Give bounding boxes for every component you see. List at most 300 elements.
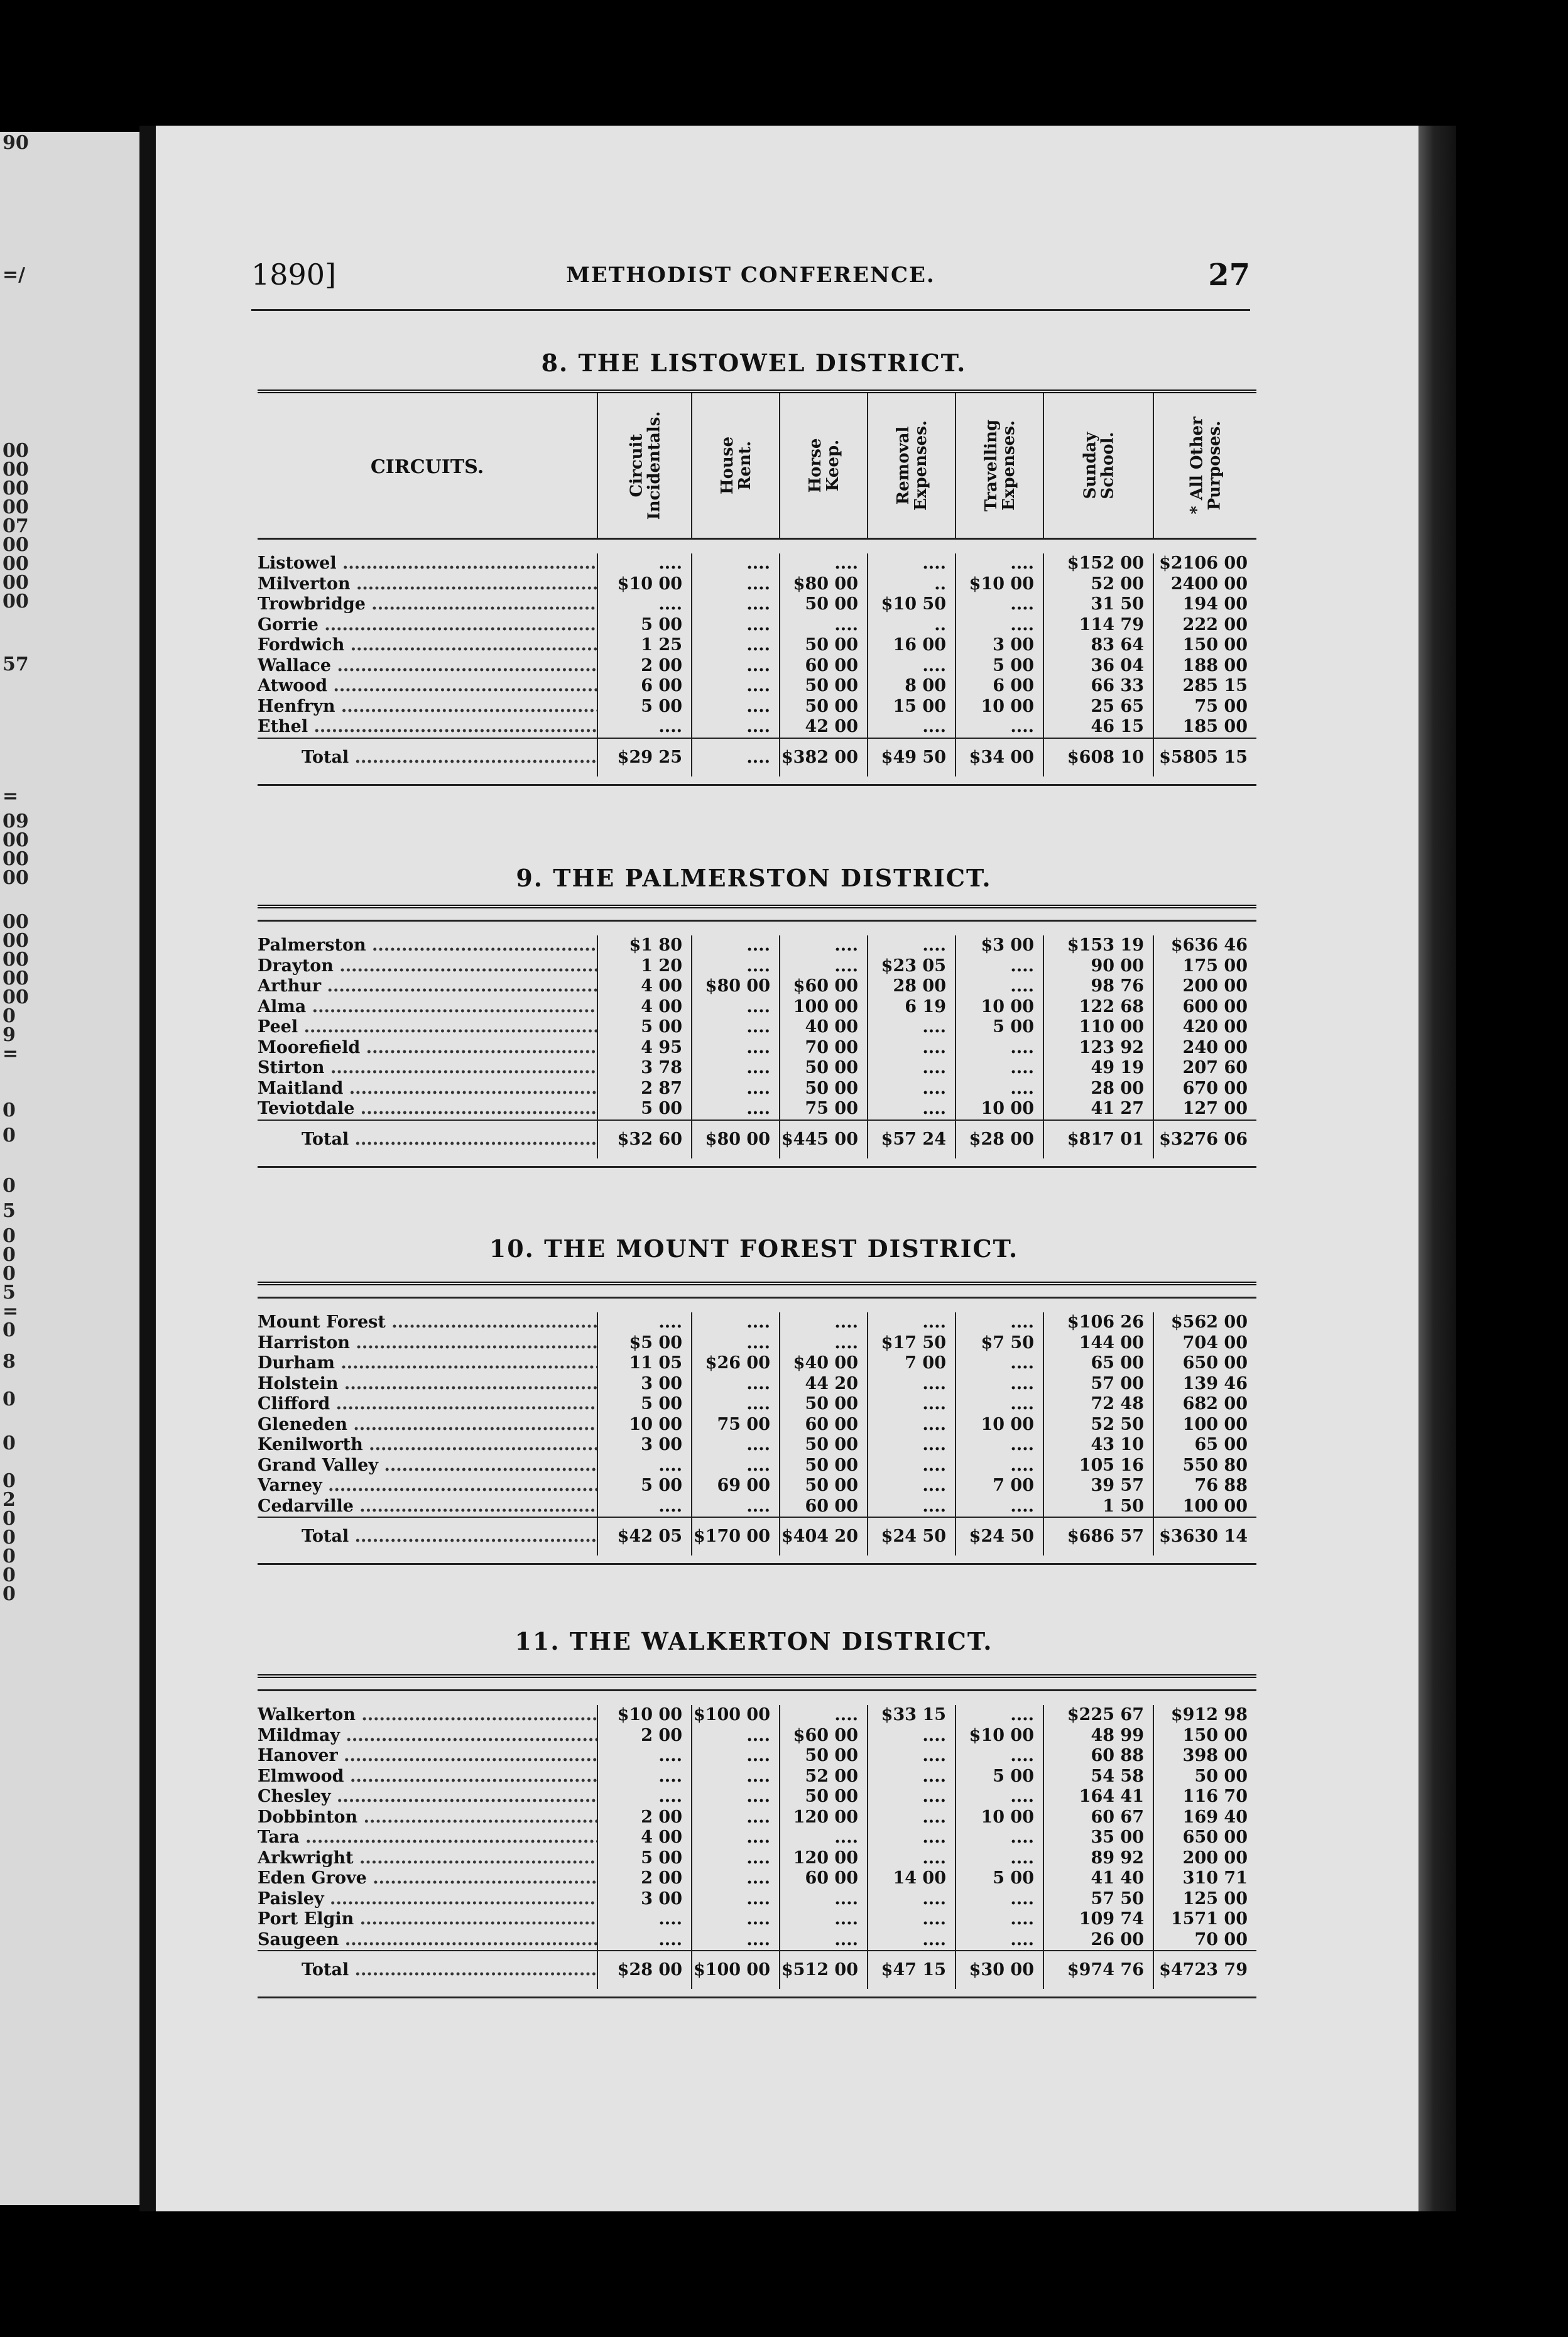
- total-cell: $5805 15: [1153, 739, 1256, 776]
- circuit-name-text: Clifford: [258, 1394, 330, 1414]
- circuit-name: [258, 1807, 597, 1828]
- table-cell: 98 76: [1043, 976, 1153, 997]
- table-cell: 3 00: [955, 635, 1043, 656]
- table-cell: 4 95: [597, 1038, 691, 1059]
- table-cell: 48 99: [1043, 1726, 1153, 1746]
- table-cell: 5 00: [597, 697, 691, 717]
- total-cell: $28 00: [955, 1121, 1043, 1158]
- table-cell: 40 00: [779, 1017, 867, 1038]
- table-row: [258, 1415, 1256, 1435]
- table-cell: ....: [867, 553, 955, 574]
- table-cell: ....: [955, 1496, 1043, 1517]
- table-cell: 7 00: [867, 1353, 955, 1374]
- table-cell: 41 40: [1043, 1868, 1153, 1889]
- table-cell: ....: [867, 1312, 955, 1333]
- circuit-name-text: Durham: [258, 1353, 335, 1373]
- table-cell: $17 50: [867, 1333, 955, 1354]
- table-cell: 50 00: [779, 1435, 867, 1456]
- table-cell: 3 00: [597, 1435, 691, 1456]
- table-cell: ....: [691, 1017, 779, 1038]
- circuit-name: [258, 976, 597, 997]
- circuit-name-text: Kenilworth: [258, 1435, 363, 1454]
- table-cell: ....: [779, 1909, 867, 1930]
- total-cell: $3276 06: [1153, 1121, 1256, 1158]
- table-cell: ....: [597, 1456, 691, 1476]
- circuit-name: [258, 935, 597, 956]
- circuit-name: [258, 1456, 597, 1476]
- table-cell: 3 00: [597, 1374, 691, 1395]
- table-cell: ....: [955, 1746, 1043, 1767]
- table-row: [258, 1079, 1256, 1099]
- table-cell: ....: [955, 1353, 1043, 1374]
- table-cell: ....: [597, 1930, 691, 1951]
- table-cell: ....: [597, 1909, 691, 1930]
- table-cell: $10 00: [597, 1705, 691, 1726]
- table-cell: $636 46: [1153, 935, 1256, 956]
- circuit-name: [258, 1705, 597, 1726]
- table-row: [258, 1496, 1256, 1517]
- facing-page-text: 5: [3, 1282, 16, 1304]
- table-header-rule: [258, 1285, 1256, 1299]
- facing-page-text: 00: [3, 967, 29, 989]
- table-row: [258, 956, 1256, 977]
- circuit-name: [258, 594, 597, 615]
- circuit-name-text: Port Elgin: [258, 1909, 354, 1929]
- facing-page-text: 00: [3, 930, 29, 952]
- table-cell: $26 00: [691, 1353, 779, 1374]
- table-cell: ....: [691, 1787, 779, 1807]
- facing-page-text: 09: [3, 810, 29, 832]
- total-label-text: Total: [302, 747, 349, 767]
- table-cell: ....: [867, 656, 955, 677]
- table-cell: ....: [955, 1394, 1043, 1415]
- table-cell: 127 00: [1153, 1099, 1256, 1119]
- total-cell: $974 76: [1043, 1951, 1153, 1989]
- table-row: [258, 697, 1256, 717]
- facing-page-text: 8: [3, 1351, 16, 1373]
- circuit-name: [258, 1726, 597, 1746]
- circuit-name-text: Stirton: [258, 1058, 325, 1077]
- circuit-name: [258, 1058, 597, 1079]
- table-cell: 4 00: [597, 1828, 691, 1848]
- table-cell: 120 00: [779, 1807, 867, 1828]
- table-cell: 65 00: [1153, 1435, 1256, 1456]
- facing-page-text: 00: [3, 848, 29, 870]
- table-cell: ....: [867, 1058, 955, 1079]
- circuit-name-text: Holstein: [258, 1373, 339, 1393]
- table-cell: ....: [955, 1787, 1043, 1807]
- circuit-name-text: Peel: [258, 1017, 298, 1037]
- facing-page-text: 00: [3, 867, 29, 889]
- table-cell: 109 74: [1043, 1909, 1153, 1930]
- circuit-name: [258, 1394, 597, 1415]
- total-label: [258, 739, 597, 776]
- table-cell: ....: [691, 676, 779, 697]
- circuit-name: [258, 553, 597, 574]
- table-body: [258, 922, 1256, 1166]
- table-cell: ....: [867, 1930, 955, 1951]
- facing-page-text: 0: [3, 1175, 16, 1197]
- total-cell: ....: [691, 739, 779, 776]
- table-cell: 15 00: [867, 697, 955, 717]
- circuit-name-text: Paisley: [258, 1888, 324, 1909]
- table-body: [258, 1299, 1256, 1563]
- circuit-name-text: Trowbridge: [258, 594, 366, 614]
- table-cell: 31 50: [1043, 594, 1153, 615]
- table-cell: 35 00: [1043, 1828, 1153, 1848]
- table-cell: ....: [691, 1889, 779, 1910]
- table-cell: $10 00: [955, 574, 1043, 595]
- circuit-name-text: Mildmay: [258, 1725, 340, 1745]
- facing-page-text: 0: [3, 1319, 16, 1341]
- table-cell: ....: [867, 1435, 955, 1456]
- table-cell: $3 00: [955, 935, 1043, 956]
- table-cell: 682 00: [1153, 1394, 1256, 1415]
- facing-page-text: 0: [3, 1527, 16, 1549]
- header-rule: [251, 309, 1250, 311]
- table-cell: 28 00: [867, 976, 955, 997]
- total-cell: $512 00: [779, 1951, 867, 1989]
- table-cell: ....: [691, 697, 779, 717]
- table-cell: ....: [691, 1374, 779, 1395]
- table-cell: 310 71: [1153, 1868, 1256, 1889]
- table-cell: 50 00: [779, 676, 867, 697]
- circuit-name-text: Cedarville: [258, 1496, 354, 1516]
- district-table: [258, 1674, 1256, 1998]
- table-cell: ....: [691, 1099, 779, 1119]
- total-cell: $382 00: [779, 739, 867, 776]
- table-cell: 10 00: [955, 1415, 1043, 1435]
- total-cell: $29 25: [597, 739, 691, 776]
- table-cell: 60 00: [779, 1868, 867, 1889]
- table-cell: ....: [597, 717, 691, 738]
- table-cell: 52 50: [1043, 1415, 1153, 1435]
- facing-page-text: 00: [3, 591, 29, 613]
- table-cell: 150 00: [1153, 635, 1256, 656]
- table-cell: ....: [867, 1374, 955, 1395]
- table-cell: $225 67: [1043, 1705, 1153, 1726]
- table-cell: 90 00: [1043, 956, 1153, 977]
- table-cell: 6 00: [597, 676, 691, 697]
- circuit-name: [258, 1930, 597, 1951]
- total-cell: $28 00: [597, 1951, 691, 1989]
- circuit-name-text: Saugeen: [258, 1929, 339, 1949]
- total-cell: $170 00: [691, 1518, 779, 1555]
- table-cell: $10 00: [955, 1726, 1043, 1746]
- facing-page-text: 0: [3, 1005, 16, 1027]
- table-cell: 5 00: [597, 1394, 691, 1415]
- table-cell: 285 15: [1153, 676, 1256, 697]
- facing-page-text: =: [3, 1300, 19, 1322]
- total-label-text: Total: [302, 1960, 349, 1980]
- table-row: [258, 1746, 1256, 1767]
- table-cell: 650 00: [1153, 1828, 1256, 1848]
- table-cell: ....: [867, 1787, 955, 1807]
- circuit-name-text: Drayton: [258, 956, 334, 976]
- table-cell: ....: [779, 935, 867, 956]
- table-cell: 60 00: [779, 656, 867, 677]
- table-cell: 4 00: [597, 997, 691, 1018]
- table-cell: 52 00: [1043, 574, 1153, 595]
- table-cell: 1 50: [1043, 1496, 1153, 1517]
- table-cell: $60 00: [779, 976, 867, 997]
- table-cell: ....: [867, 1807, 955, 1828]
- district-title: 11. THE WALKERTON DISTRICT.: [514, 1627, 993, 1655]
- table-cell: ....: [597, 1496, 691, 1517]
- facing-page-text: 0: [3, 1388, 16, 1410]
- column-header: [1043, 393, 1154, 538]
- table-cell: ....: [955, 717, 1043, 738]
- district-title: 9. THE PALMERSTON DISTRICT.: [516, 864, 992, 892]
- table-cell: 125 00: [1153, 1889, 1256, 1910]
- circuit-name: [258, 1099, 597, 1119]
- table-cell: 7 00: [955, 1476, 1043, 1496]
- table-cell: $106 26: [1043, 1312, 1153, 1333]
- table-cell: 116 70: [1153, 1787, 1256, 1807]
- table-cell: ....: [691, 1807, 779, 1828]
- circuit-name: [258, 1374, 597, 1395]
- table-cell: 10 00: [955, 1099, 1043, 1119]
- total-cell: $34 00: [955, 739, 1043, 776]
- table-cell: 2400 00: [1153, 574, 1256, 595]
- table-cell: 550 80: [1153, 1456, 1256, 1476]
- table-cell: $2106 00: [1153, 553, 1256, 574]
- table-cell: 69 00: [691, 1476, 779, 1496]
- facing-page-text: 0: [3, 1225, 16, 1247]
- table-cell: 1 20: [597, 956, 691, 977]
- total-cell: $445 00: [779, 1121, 867, 1158]
- table-cell: 5 00: [597, 1476, 691, 1496]
- facing-page-text: 00: [3, 911, 29, 933]
- table-cell: 46 15: [1043, 717, 1153, 738]
- circuit-name-text: Maitland: [258, 1078, 344, 1098]
- column-header-label: Sunday School.: [1081, 432, 1118, 499]
- table-cell: ..: [867, 615, 955, 636]
- table-cell: 75 00: [1153, 697, 1256, 717]
- table-cell: 36 04: [1043, 656, 1153, 677]
- table-cell: ....: [867, 1394, 955, 1415]
- table-cell: ....: [691, 956, 779, 977]
- page-header: [251, 258, 1250, 302]
- facing-page-text: 00: [3, 949, 29, 971]
- table-cell: 2 00: [597, 1807, 691, 1828]
- table-row: [258, 594, 1256, 615]
- column-header: [867, 393, 956, 538]
- circuit-name: [258, 1787, 597, 1807]
- table-cell: 50 00: [779, 1787, 867, 1807]
- table-cell: 175 00: [1153, 956, 1256, 977]
- table-cell: ....: [691, 1435, 779, 1456]
- table-cell: 2 87: [597, 1079, 691, 1099]
- table-row: [258, 1099, 1256, 1119]
- book-gutter: [139, 126, 156, 2211]
- table-cell: 54 58: [1043, 1767, 1153, 1787]
- circuit-name: [258, 1889, 597, 1910]
- column-header-label: Travelling Expenses.: [982, 419, 1018, 512]
- facing-page-text: 07: [3, 515, 29, 537]
- table-cell: 10 00: [955, 697, 1043, 717]
- total-cell: $42 05: [597, 1518, 691, 1555]
- table-row: [258, 615, 1256, 636]
- circuit-name-text: Henfryn: [258, 696, 335, 716]
- table-cell: $5 00: [597, 1333, 691, 1354]
- circuit-name: [258, 1848, 597, 1869]
- circuit-name-text: Listowel: [258, 553, 337, 573]
- table-cell: 57 00: [1043, 1374, 1153, 1395]
- table-cell: 44 20: [779, 1374, 867, 1395]
- total-cell: $57 24: [867, 1121, 955, 1158]
- column-header-label: House Rent.: [718, 437, 754, 494]
- table-cell: 8 00: [867, 676, 955, 697]
- total-cell: $608 10: [1043, 739, 1153, 776]
- table-cell: ....: [691, 1312, 779, 1333]
- table-cell: 57 50: [1043, 1889, 1153, 1910]
- circuit-name: [258, 635, 597, 656]
- total-cell: $404 20: [779, 1518, 867, 1555]
- table-cell: ....: [779, 1333, 867, 1354]
- table-cell: 50 00: [779, 1058, 867, 1079]
- table-cell: 5 00: [597, 1017, 691, 1038]
- table-cell: 5 00: [955, 1767, 1043, 1787]
- table-cell: 60 88: [1043, 1746, 1153, 1767]
- circuit-name-text: Teviotdale: [258, 1099, 355, 1118]
- facing-page-text: 0: [3, 1263, 16, 1285]
- table-cell: ....: [691, 1767, 779, 1787]
- circuit-name: [258, 1746, 597, 1767]
- table-row: [258, 1726, 1256, 1746]
- table-cell: ....: [691, 1038, 779, 1059]
- table-cell: ....: [691, 1394, 779, 1415]
- table-cell: ....: [867, 1099, 955, 1119]
- table-cell: $80 00: [779, 574, 867, 595]
- table-cell: 200 00: [1153, 976, 1256, 997]
- header-year: 1890]: [251, 258, 337, 291]
- table-cell: ....: [691, 594, 779, 615]
- table-cell: 139 46: [1153, 1374, 1256, 1395]
- table-cell: 43 10: [1043, 1435, 1153, 1456]
- table-cell: 200 00: [1153, 1848, 1256, 1869]
- district-title: 10. THE MOUNT FOREST DISTRICT.: [489, 1234, 1019, 1263]
- table-cell: 60 00: [779, 1415, 867, 1435]
- table-cell: $100 00: [691, 1705, 779, 1726]
- total-cell: $817 01: [1043, 1121, 1153, 1158]
- circuit-name-text: Hanover: [258, 1746, 338, 1765]
- table-cell: 50 00: [779, 1456, 867, 1476]
- total-label-text: Total: [302, 1527, 349, 1546]
- table-cell: 75 00: [779, 1099, 867, 1119]
- circuit-name-text: Tara: [258, 1828, 300, 1847]
- table-row: [258, 656, 1256, 677]
- table-cell: ....: [691, 656, 779, 677]
- total-cell: $100 00: [691, 1951, 779, 1989]
- table-row: [258, 1705, 1256, 1726]
- table-cell: ....: [779, 1312, 867, 1333]
- table-cell: $60 00: [779, 1726, 867, 1746]
- table-cell: 49 19: [1043, 1058, 1153, 1079]
- table-cell: ....: [691, 1058, 779, 1079]
- table-cell: ....: [691, 1828, 779, 1848]
- table-cell: ....: [955, 1058, 1043, 1079]
- table-cell: ....: [867, 1889, 955, 1910]
- table-cell: ....: [779, 553, 867, 574]
- facing-page-text: 2: [3, 1489, 16, 1511]
- table-cell: ....: [691, 1848, 779, 1869]
- total-label-text: Total: [302, 1129, 349, 1149]
- column-header: [779, 393, 868, 538]
- circuit-name-text: Gleneden: [258, 1414, 347, 1434]
- table-cell: 100 00: [1153, 1415, 1256, 1435]
- circuit-name-text: Mount Forest: [258, 1312, 386, 1332]
- table-cell: ....: [955, 1079, 1043, 1099]
- table-cell: 420 00: [1153, 1017, 1256, 1038]
- table-cell: ....: [597, 594, 691, 615]
- facing-page-text: 0: [3, 1099, 16, 1121]
- table-cell: 105 16: [1043, 1456, 1153, 1476]
- district-table: [258, 1282, 1256, 1565]
- table-cell: ....: [955, 1930, 1043, 1951]
- facing-page-text: =: [3, 785, 19, 807]
- table-cell: $80 00: [691, 976, 779, 997]
- table-cell: 123 92: [1043, 1038, 1153, 1059]
- table-cell: 600 00: [1153, 997, 1256, 1018]
- table-cell: 2 00: [597, 1868, 691, 1889]
- circuit-name: [258, 1868, 597, 1889]
- table-cell: ....: [867, 1079, 955, 1099]
- table-cell: ....: [867, 1848, 955, 1869]
- facing-page-text: 00: [3, 496, 29, 518]
- table-row: [258, 1353, 1256, 1374]
- table-cell: 70 00: [779, 1038, 867, 1059]
- facing-page-text: 00: [3, 553, 29, 575]
- circuit-name: [258, 1312, 597, 1333]
- circuit-name: [258, 1415, 597, 1435]
- table-cell: ....: [691, 553, 779, 574]
- table-header-rule: [258, 908, 1256, 922]
- table-cell: 50 00: [1153, 1767, 1256, 1787]
- circuit-name-text: Grand Valley: [258, 1455, 379, 1475]
- facing-page-text: 0: [3, 1583, 16, 1605]
- table-cell: 5 00: [955, 1868, 1043, 1889]
- facing-page-text: 90: [3, 132, 29, 154]
- table-cell: ....: [597, 553, 691, 574]
- table-cell: ....: [867, 1496, 955, 1517]
- table-cell: ....: [779, 1828, 867, 1848]
- table-body: [258, 540, 1256, 784]
- running-title: METHODIST CONFERENCE.: [566, 263, 935, 288]
- table-cell: ....: [691, 574, 779, 595]
- table-cell: 188 00: [1153, 656, 1256, 677]
- page-edge: [1418, 126, 1456, 2211]
- table-row: [258, 574, 1256, 595]
- total-row: [258, 738, 1256, 776]
- table-cell: ....: [691, 1909, 779, 1930]
- table-cell: ....: [779, 1705, 867, 1726]
- circuit-name-text: Ethel: [258, 717, 308, 736]
- circuit-name: [258, 1767, 597, 1787]
- table-cell: $10 50: [867, 594, 955, 615]
- table-cell: ....: [955, 553, 1043, 574]
- total-row: [258, 1950, 1256, 1989]
- circuit-name: [258, 676, 597, 697]
- column-header-label: Horse Keep.: [806, 438, 842, 493]
- facing-page-text: 0: [3, 1545, 16, 1567]
- table-cell: 207 60: [1153, 1058, 1256, 1079]
- table-row: [258, 553, 1256, 574]
- circuit-name: [258, 697, 597, 717]
- table-cell: $10 00: [597, 574, 691, 595]
- table-cell: ....: [691, 615, 779, 636]
- table-cell: $153 19: [1043, 935, 1153, 956]
